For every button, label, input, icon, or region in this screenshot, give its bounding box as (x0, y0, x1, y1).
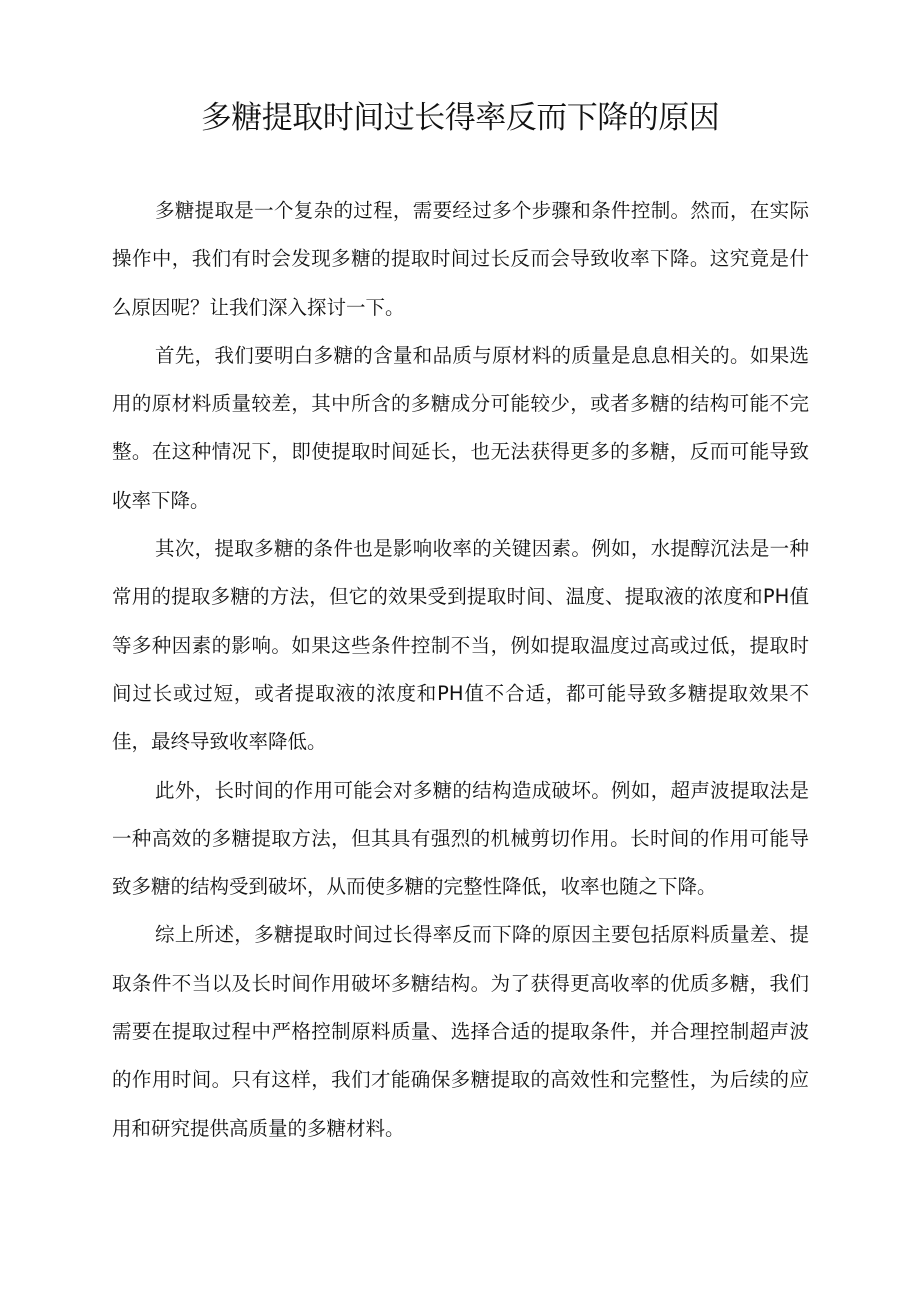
paragraph-extraction-conditions: 其次，提取多糖的条件也是影响收率的关键因素。例如，水提醇沉法是一种常用的提取多糖的方法，但它的效果受到提取时间、温度、提取液的浓度和PH值等多种因素的影响。如果这些条件控制不当，例如提取温度过高或过低，提取时间过长或过短，或者提取液的浓度和PH值不合适，都可能导致多糖提取效果不佳，最终导致收率降低。 (112, 537, 809, 754)
paragraph-intro: 多糖提取是一个复杂的过程，需要经过多个步骤和条件控制。然而，在实际操作中，我们有时会发现多糖的提取时间过长反而会导致收率下降。这究竟是什么原因呢？让我们深入探讨一下。 (112, 199, 809, 319)
paragraph-structure-damage: 此外，长时间的作用可能会对多糖的结构造成破坏。例如，超声波提取法是一种高效的多糖提取方法，但其具有强烈的机械剪切作用。长时间的作用可能导致多糖的结构受到破坏，从而使多糖的完整性降低，收率也随之下降。 (112, 778, 809, 899)
document-title: 多糖提取时间过长得率反而下降的原因 (200, 100, 720, 136)
document-body (112, 187, 809, 1153)
paragraph-raw-material: 首先，我们要明白多糖的含量和品质与原材料的质量是息息相关的。如果选用的原材料质量较差，其中所含的多糖成分可能较少，或者多糖的结构可能不完整。在这种情况下，即使提取时间延长，也无法获得更多的多糖，反而可能导致收率下降。 (112, 343, 809, 512)
paragraph-conclusion: 综上所述，多糖提取时间过长得率反而下降的原因主要包括原料质量差、提取条件不当以及长时间作用破坏多糖结构。为了获得更高收率的优质多糖，我们需要在提取过程中严格控制原料质量、选择合适的提取条件，并合理控制超声波的作用时间。只有这样，我们才能确保多糖提取的高效性和完整性，为后续的应用和研究提供高质量的多糖材料。 (112, 923, 809, 1140)
